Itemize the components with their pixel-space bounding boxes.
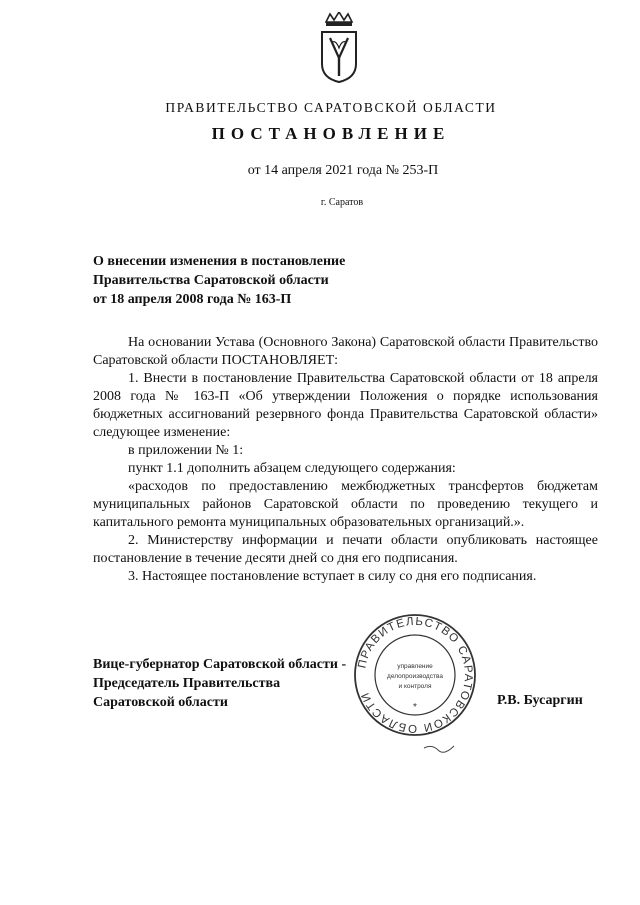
- stamp-inner-line: делопроизводства: [387, 673, 443, 680]
- signature-title-line: Вице-губернатор Саратовской области -: [93, 657, 347, 672]
- signature-title-line: Председатель Правительства: [93, 676, 281, 691]
- body-paragraph: На основании Устава (Основного Закона) Саратовской области Правительство Саратовской области ПОСТАНОВЛЯЕТ:: [93, 335, 598, 368]
- stamp-inner-line: и контроля: [398, 683, 432, 690]
- body-paragraph: 3. Настоящее постановление вступает в силу со дня его подписания.: [128, 569, 537, 584]
- official-stamp: [352, 612, 478, 738]
- signature-block: [93, 655, 373, 712]
- body-paragraph: пункт 1.1 дополнить абзацем следующего содержания:: [128, 461, 456, 476]
- body-paragraph: 2. Министерству информации и печати области опубликовать настоящее постановление в течение десяти дней со дня его подписания.: [93, 533, 598, 566]
- document-date-number: от 14 апреля 2021 года № 253-П: [247, 163, 439, 178]
- subject-line: Правительства Саратовской области: [93, 273, 329, 288]
- document-city: г. Саратов: [320, 197, 364, 208]
- stamp-star: *: [413, 702, 417, 713]
- document-body: [93, 334, 598, 586]
- document-subject: [93, 252, 413, 309]
- coat-of-arms-emblem: [318, 12, 360, 84]
- signature-title-line: Саратовской области: [93, 695, 228, 710]
- body-paragraph: в приложении № 1:: [128, 443, 244, 458]
- body-paragraph: 1. Внести в постановление Правительства Саратовской области от 18 апреля 2008 года № 163-П «Об утверждении Положения о порядке использования бюджетных ассигнований резервного фонда Правительства Саратовской области» следующее изменение:: [93, 371, 598, 440]
- pen-mark: [420, 738, 460, 758]
- government-title: ПРАВИТЕЛЬСТВО САРАТОВСКОЙ ОБЛАСТИ: [165, 100, 497, 115]
- document-type: ПОСТАНОВЛЕНИЕ: [211, 124, 451, 143]
- stamp-inner-line: управление: [397, 663, 433, 670]
- subject-line: от 18 апреля 2008 года № 163-П: [93, 292, 292, 307]
- subject-line: О внесении изменения в постановление: [93, 254, 346, 269]
- body-paragraph: «расходов по предоставлению межбюджетных трансфертов бюджетам муниципальных районов Саратовской области по проведению текущего и капитального ремонта муниципальных образовательных организаций.».: [93, 479, 598, 530]
- stamp-outer-text: ПРАВИТЕЛЬСТВО САРАТОВСКОЙ ОБЛАСТИ: [356, 615, 475, 735]
- signer-name: Р.В. Бусаргин: [497, 693, 583, 708]
